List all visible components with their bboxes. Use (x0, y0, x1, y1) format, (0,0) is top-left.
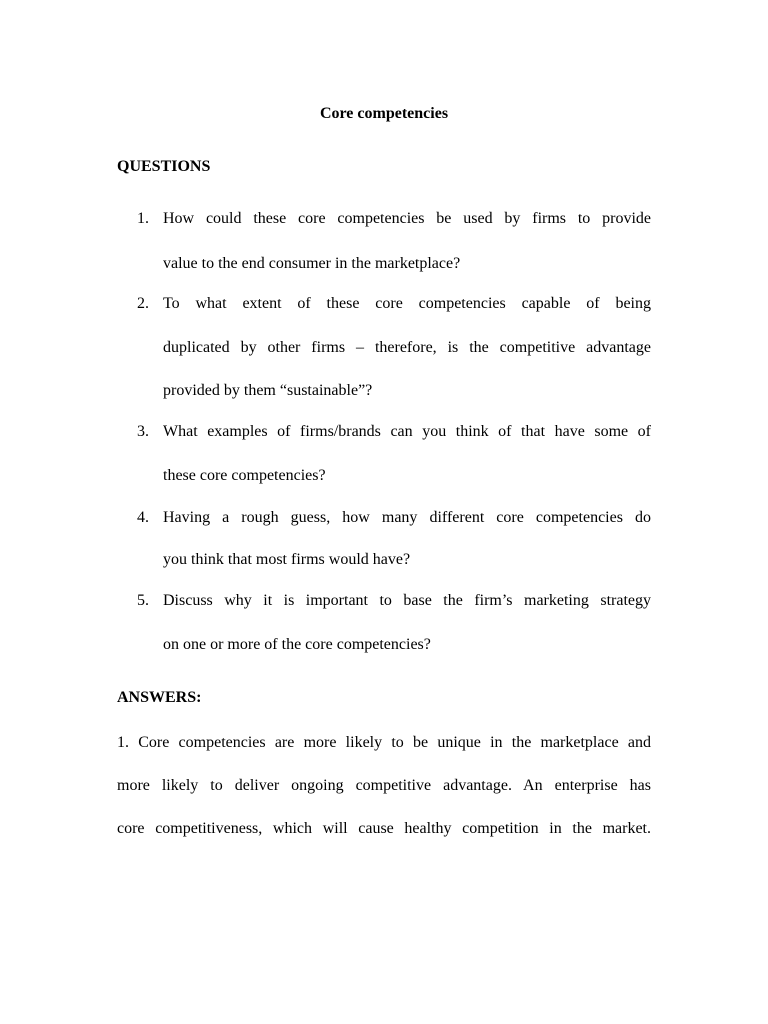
answer-1-line-1: 1. Core competencies are more likely to be unique in the marketplace and (117, 734, 651, 751)
answer-1-line-3: core competitiveness, which will cause healthy competition in the market. (117, 820, 651, 837)
question-5-line-2: on one or more of the core competencies? (163, 636, 431, 653)
question-4-line-2: you think that most firms would have? (163, 551, 411, 568)
question-1-line-2: value to the end consumer in the marketplace? (163, 255, 461, 272)
answer-1-line-2: more likely to deliver ongoing competitive advantage. An enterprise has (117, 777, 651, 794)
question-1-line-1: How could these core competencies be used by firms to provide (163, 210, 651, 227)
question-3-line-2: these core competencies? (163, 467, 326, 484)
question-number: 3. (137, 423, 149, 440)
questions-heading: QUESTIONS (117, 158, 211, 175)
answers-heading: ANSWERS: (117, 689, 202, 706)
question-2-line-3: provided by them “sustainable”? (163, 382, 373, 399)
question-number: 4. (137, 509, 149, 526)
question-4-line-1: Having a rough guess, how many different core competencies do (163, 509, 651, 526)
question-2-line-1: To what extent of these core competencies capable of being (163, 295, 651, 312)
question-5-line-1: Discuss why it is important to base the firm’s marketing strategy (163, 592, 651, 609)
document-title: Core competencies (319, 105, 449, 122)
question-3-line-1: What examples of firms/brands can you think of that have some of (163, 423, 651, 440)
question-2-line-2: duplicated by other firms – therefore, is the competitive advantage (163, 339, 651, 356)
question-number: 1. (137, 210, 149, 227)
question-number: 5. (137, 592, 149, 609)
question-number: 2. (137, 295, 149, 312)
